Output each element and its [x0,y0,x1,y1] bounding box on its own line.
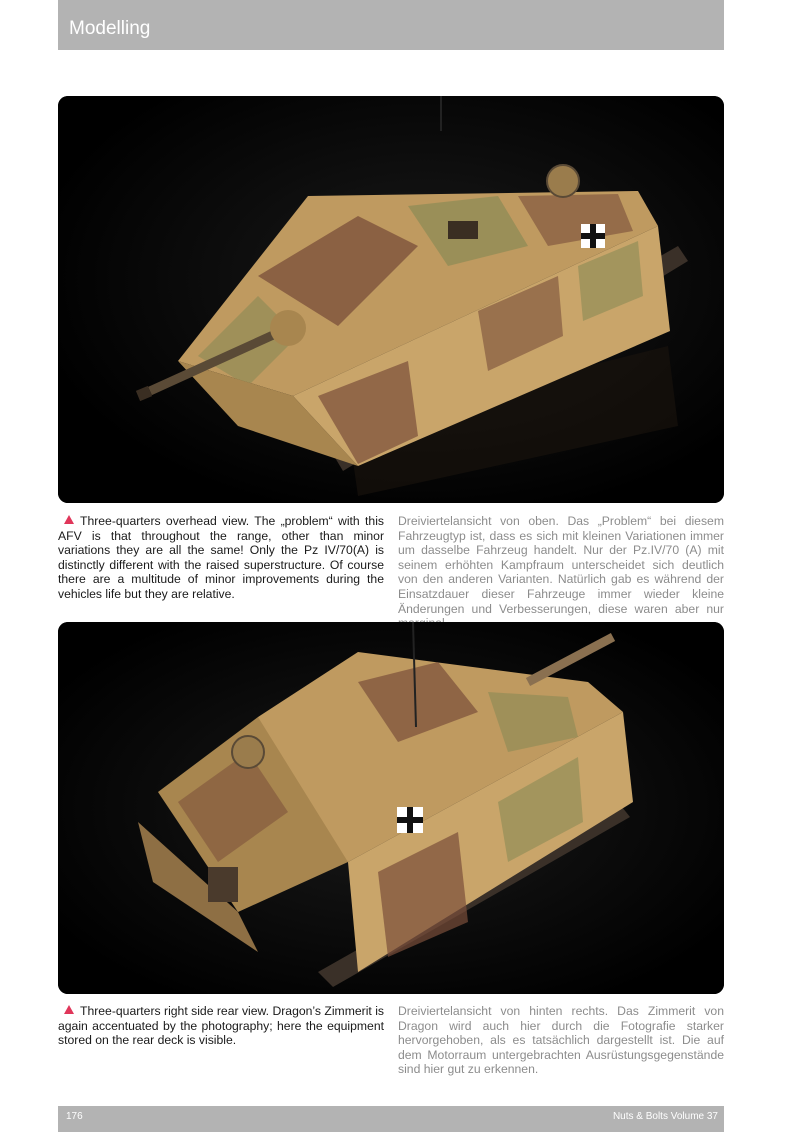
caption-english-2 [58,1004,384,1048]
publication-name: Nuts & Bolts Volume 37 [612,1111,718,1122]
section-header-bar [58,0,724,50]
caption-marker-icon [64,1005,74,1014]
caption-german-2: Dreiviertelansicht von hinten rechts. Das Zimmerit von Dragon wird auch hier durch die Fotografie starker hervorgehoben, als es tatsächlich dargestellt ist. Die auf dem Motorraum untergebrachten Ausrüstungsgegenstände sind hier gut zu erkennen. [398,1004,724,1077]
tank-destroyer-overhead-photo [58,96,724,503]
tank-model-overhead-illustration [58,96,724,503]
caption-english-1 [58,514,384,602]
tank-destroyer-rear-photo [58,622,724,994]
caption-german-1: Dreiviertelansicht von oben. Das „Problem“ bei diesem Fahrzeugtyp ist, dass es sich mit kleinen Variationen immer um dasselbe Fahrzeug handelt. Nur der Pz.IV/70 (A) mit seinem erhöhten Kampfraum unterscheidet sich deutlich von den anderen Varianten. Natürlich gab es während der Einsatzdauer dieser Fahrzeuge immer wieder kleine Änderungen und Verbesserungen, diese waren aber nur [398,514,724,616]
caption-marker-icon [64,515,74,524]
tank-model-rear-illustration [58,622,724,994]
caption-english-text-1: Three-quarters overhead view. The „problem“ with this AFV is that throughout the range, other than minor variations they are all the same! Only the Pz IV/70(A) is distinctly different with the raised superstructure. Of course there are a multitude of minor improvements during the vehicles life but they are relative. [58,514,384,601]
page-footer-bar [58,1106,724,1132]
page-number: 176 [66,1111,83,1122]
section-title: Modelling [69,18,151,39]
caption-english-text-2: Three-quarters right side rear view. Dragon’s Zimmerit is again accentuated by the photography; here the equipment stored on the rear deck is visible. [58,1004,384,1048]
